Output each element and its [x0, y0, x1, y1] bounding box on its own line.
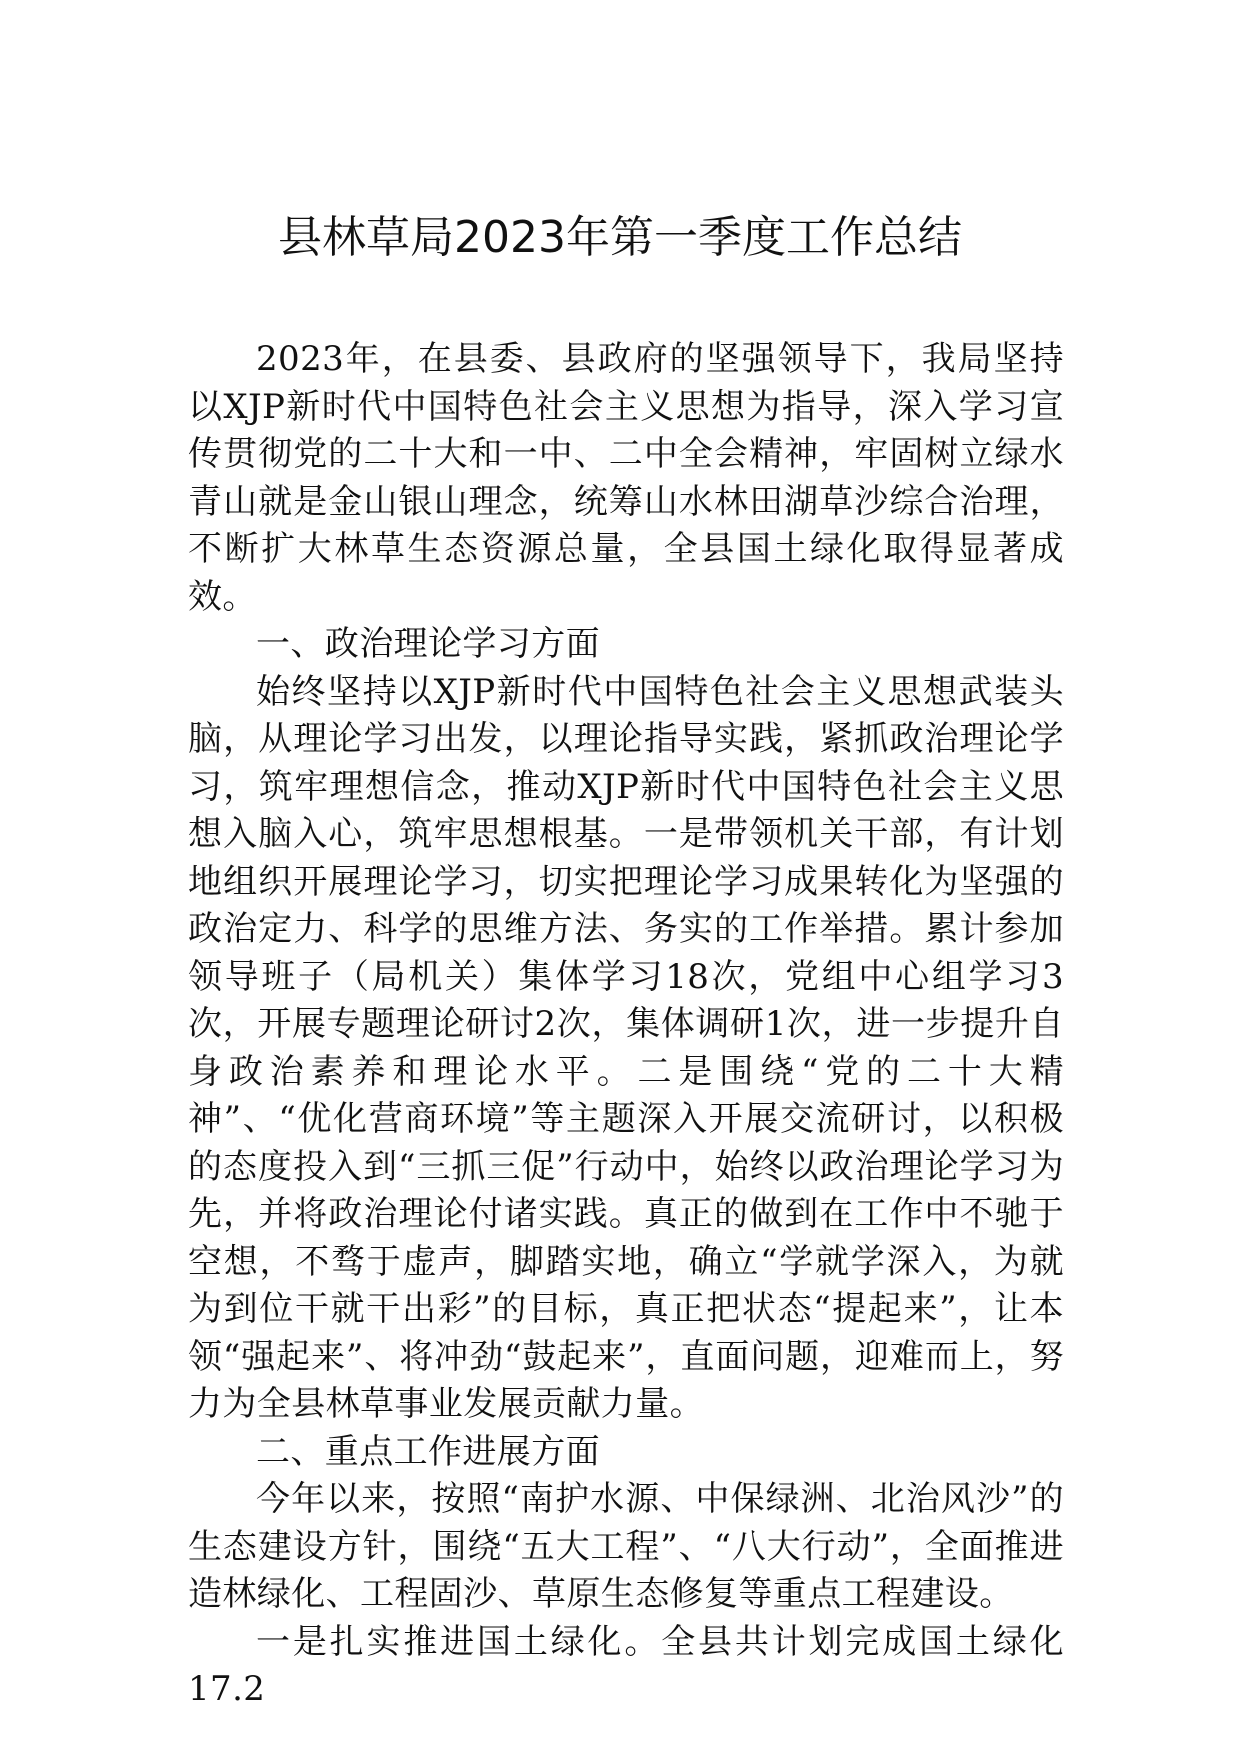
paragraph-greening: 一是扎实推进国土绿化。全县共计划完成国土绿化17.2 [188, 1621, 1064, 1709]
paragraph-intro: 2023年，在县委、县政府的坚强领导下，我局坚持以XJP新时代中国特色社会主义思想为指导，深入学习宣传贯彻党的二十大和一中、二中全会精神，牢固树立绿水青山就是金山银山理念，统筹山水林田湖草沙综合治理，不断扩大林草生态资源总量，全县国土绿化取得显著成效。 [188, 339, 1064, 617]
document-title: 县林草局2023年第一季度工作总结 [278, 212, 962, 263]
paragraph-key-work-intro: 今年以来，按照“南护水源、中保绿洲、北治风沙”的生态建设方针，围绕“五大工程”、“八大行动”，全面推进造林绿化、工程固沙、草原生态修复等重点工程建设。 [188, 1479, 1064, 1614]
paragraph-political-study: 始终坚持以XJP新时代中国特色社会主义思想武装头脑，从理论学习出发，以理论指导实践，紧抓政治理论学习，筑牢理想信念，推动XJP新时代中国特色社会主义思想入脑入心，筑牢思想根基。一是带领机关干部，有计划地组织开展理论学习，切实把理论学习成果转化为坚强的政治定力、科学的思维方法、务实的工作举措。累计参加领导班子（局机关）集体学习18次，党组中心组学习3次，开展专题理论研讨2次，集体调研1次，进一步提升自身政治素养和理论水平。二是围绕“党的二十大精神”、“优化营商环境”等主题深入开展交流研讨，以积极的态度投入到“三抓三促”行动中，始终以政治理论学习为先，并将政治理论付诸实践。真正的做到在工作中不驰于空想，不骛于虚声，脚踏实地，确立“学就学深入，为就为到位干就干出彩”的目标，真正把状态“提起来”，让本领“强起来”、将冲劲“鼓起来”，直面问题，迎难而上，努力为全县林草事业发展贡献力量。 [188, 671, 1064, 1424]
section-heading-key-work: 二、重点工作进展方面 [256, 1431, 600, 1472]
section-heading-political-study: 一、政治理论学习方面 [256, 624, 600, 664]
document-body [188, 336, 1064, 1714]
